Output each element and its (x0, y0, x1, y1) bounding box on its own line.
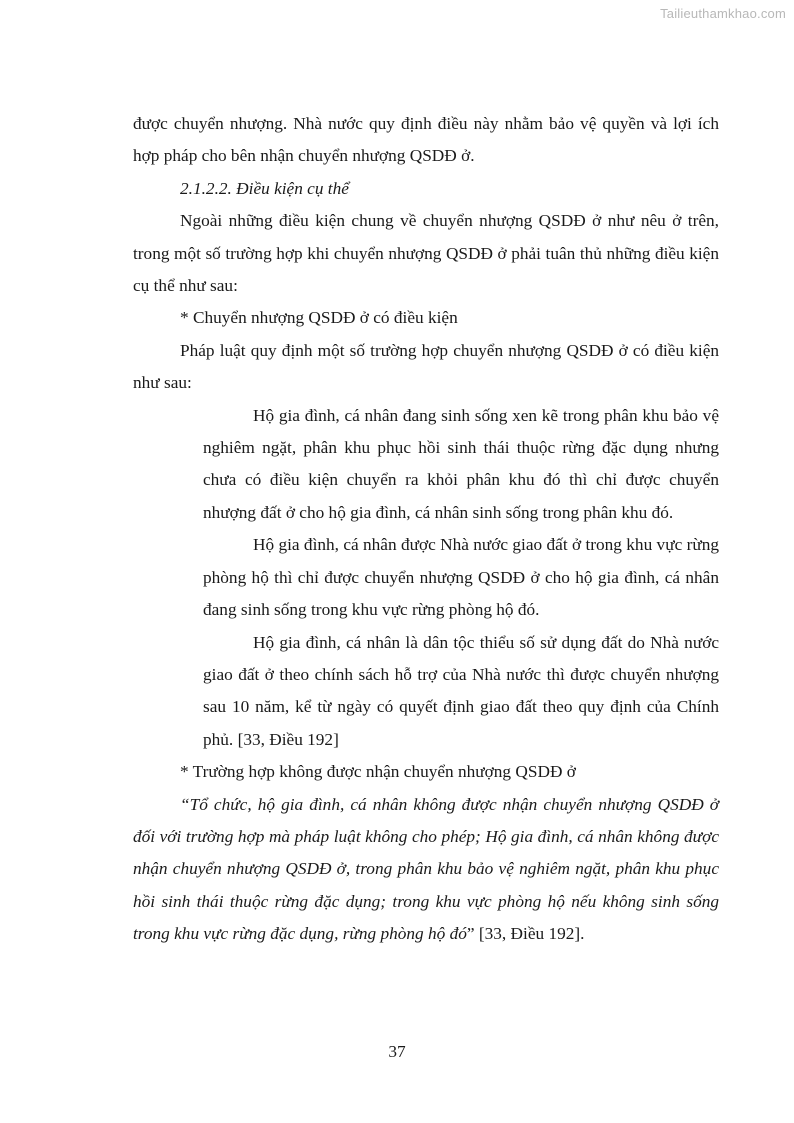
block-quote (203, 400, 719, 756)
paragraph-continuation: được chuyển nhượng. Nhà nước quy định điều này nhằm bảo vệ quyền và lợi ích hợp pháp cho bên nhận chuyển nhượng QSDĐ ở. (133, 114, 719, 166)
page-number: 37 (388, 1042, 406, 1061)
quote-item-1: Hộ gia đình, cá nhân đang sinh sống xen kẽ trong phân khu bảo vệ nghiêm ngặt, phân khu phục hồi sinh thái thuộc rừng đặc dụng nhưng chưa có điều kiện chuyển ra khỏi phân khu đó thì chỉ được chuyển nhượng đất ở cho hộ gia đình, cá nhân sinh sống trong phân khu đó. (203, 405, 719, 522)
document-body (133, 108, 719, 951)
watermark: Tailieuthamkhao.com (660, 6, 786, 21)
quote-item-2: Hộ gia đình, cá nhân được Nhà nước giao đất ở trong khu vực rừng phòng hộ thì chỉ được chuyển nhượng QSDĐ ở cho hộ gia đình, cá nhân đang sinh sống trong khu vực rừng phòng hộ đó. (203, 535, 719, 620)
citation-italic-text: “Tổ chức, hộ gia đình, cá nhân không được nhận chuyển nhượng QSDĐ ở đối với trường hợp mà pháp luật không cho phép; Hộ gia đình, cá nhân không được nhận chuyển nhượng QSDĐ ở, trong phân khu bảo vệ nghiêm ngặt, phân khu phục hồi sinh thái thuộc rừng đặc dụng; trong khu vực phòng hộ nếu không sinh sống trong khu vực rừng đặc dụng, rừng phòng hộ đó (133, 794, 719, 944)
bullet-conditional-transfer: * Chuyển nhượng QSDĐ ở có điều kiện (180, 308, 458, 328)
paragraph-law-provisions: Pháp luật quy định một số trường hợp chuyển nhượng QSDĐ ở có điều kiện như sau: (133, 340, 719, 393)
quote-item-3: Hộ gia đình, cá nhân là dân tộc thiểu số sử dụng đất do Nhà nước giao đất ở theo chính sách hỗ trợ của Nhà nước thì được chuyển nhượng sau 10 năm, kể từ ngày có quyết định giao đất theo quy định của Chính phủ. [33, Điều 192] (203, 632, 719, 749)
bullet-not-allowed: * Trường hợp không được nhận chuyển nhượng QSDĐ ở (180, 762, 576, 782)
section-heading: 2.1.2.2. Điều kiện cụ thể (180, 178, 349, 198)
paragraph-general-conditions: Ngoài những điều kiện chung về chuyển nhượng QSDĐ ở như nêu ở trên, trong một số trường hợp khi chuyển nhượng QSDĐ ở phải tuân thủ những điều kiện cụ thể như sau: (133, 211, 719, 296)
citation-reference: ” [33, Điều 192]. (466, 924, 585, 944)
paragraph-italic-citation (133, 789, 719, 951)
